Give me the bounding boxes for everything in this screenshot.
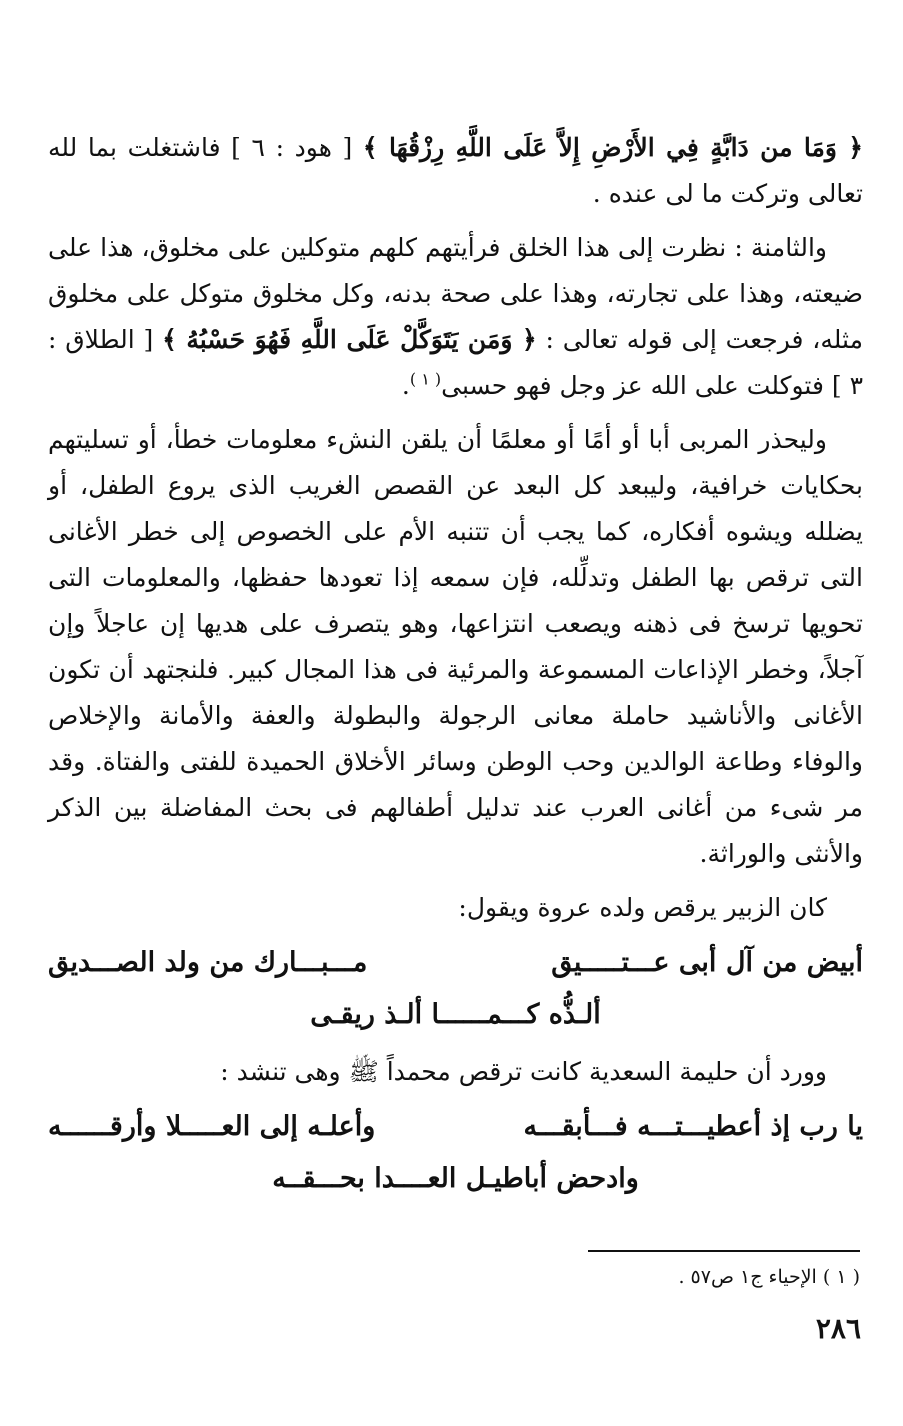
- paragraph-3: [48, 417, 863, 877]
- paragraph-1: [48, 125, 863, 217]
- poem-1-intro: كان الزبير يرقص ولده عروة ويقول:: [458, 893, 827, 922]
- paragraph-1-text: [ هود : ٦ ] فاشتغلت بما لله تعالى وتركت ما لى عنده .: [48, 133, 863, 208]
- poem-2-line-2: وادحض أباطيـل العــــدا بحـــقــه: [272, 1163, 639, 1194]
- poem-2: [48, 1101, 863, 1205]
- poem-2-hemistich-right: يا رب إذ أعطيـــتـــه فـــأبقـــه: [523, 1111, 863, 1142]
- footnote: ( ١ ) الإحياء ج١ ص٥٧ .: [678, 1266, 860, 1288]
- quran-verse-hud: ﴿ وَمَا من دَابَّةٍ فِي الأَرْضِ إِلاَّ عَلَى اللَّهِ رِزْقُهَا ﴾: [362, 133, 864, 162]
- paragraph-2-text: والثامنة : نظرت إلى هذا الخلق فرأيتهم كلهم متوكلين على مخلوق، هذا على ضيعته، وهذا على تجارته، وهذا على صحة بدنه، وكل مخلوق متوكل على مخلوق مثله، فرجعت إلى قوله تعالى :: [48, 233, 863, 354]
- poem-1: [48, 937, 863, 1041]
- poem-2-verse: [48, 1101, 863, 1153]
- page-number: ٢٨٦: [815, 1312, 861, 1345]
- poem-1-hemistich-right: أبيض من آل أبى عـــتـــــيق: [551, 947, 863, 978]
- poem-2-hemistich-left: وأعلـه إلى العـــــلا وأرقــــــه: [48, 1111, 376, 1142]
- poem-2-intro: وورد أن حليمة السعدية كانت ترقص محمداً ﷺ وهى تنشد :: [220, 1057, 827, 1086]
- paragraph-2-text-cont: [ الطلاق : ٣ ] فتوكلت على الله عز وجل فهو حسبى: [48, 325, 863, 400]
- poem-1-line-2: ألـذُّه كـــمــــــا ألـذ ريقـى: [310, 999, 601, 1030]
- paragraph-3-text: وليحذر المربى أبا أو أمًا أو معلمًا أن يلقن النشء معلومات خطأ، أو تسليتهم بحكايات خرافية، وليبعد كل البعد عن القصص الغريب الذى يروع الطفل، أو يضلله ويشوه أفكاره، كما يجب أن تتنبه الأم على الخصوص إلى خطر الأغانى التى ترقص بها الطفل وتدلِّله، فإن سمعه إذا تعودها حفظها، والمعلومات التى تحويها ترسخ فى ذهنه ويصعب انتزاعها، وهو يتصرف على هديها إن عاجلاً وإن آجلاً، وخطر الإذاعات المسموعة والمرئية فى هذا المجال كبير. فلنجتهد أن تكون الأغانى والأناشيد حاملة معانى الرجولة والبطولة والعفة والأمانة والإخلاص والوفاء وطاعة الوالدين وحب الوطن وسائر الأخلاق الحميدة للفتى والفتاة. وقد مر شىء من أغانى العرب عند تدليل أطفالهم فى بحث المفاضلة بين الذكر والأنثى والوراثة.: [48, 425, 863, 868]
- paragraph-2: [48, 225, 863, 409]
- quran-verse-talaq: ﴿ وَمَن يَتَوَكَّلْ عَلَى اللَّهِ فَهُوَ حَسْبُهُ ﴾: [162, 325, 537, 354]
- poem-1-hemistich-left: مـــبـــارك من ولد الصـــديق: [48, 947, 368, 978]
- poem-1-verse: [48, 937, 863, 989]
- paragraph-2-end: .: [401, 371, 410, 400]
- footnote-reference: ( ١ ): [409, 369, 442, 389]
- footnote-divider: [588, 1250, 860, 1252]
- page-body: [48, 125, 863, 1213]
